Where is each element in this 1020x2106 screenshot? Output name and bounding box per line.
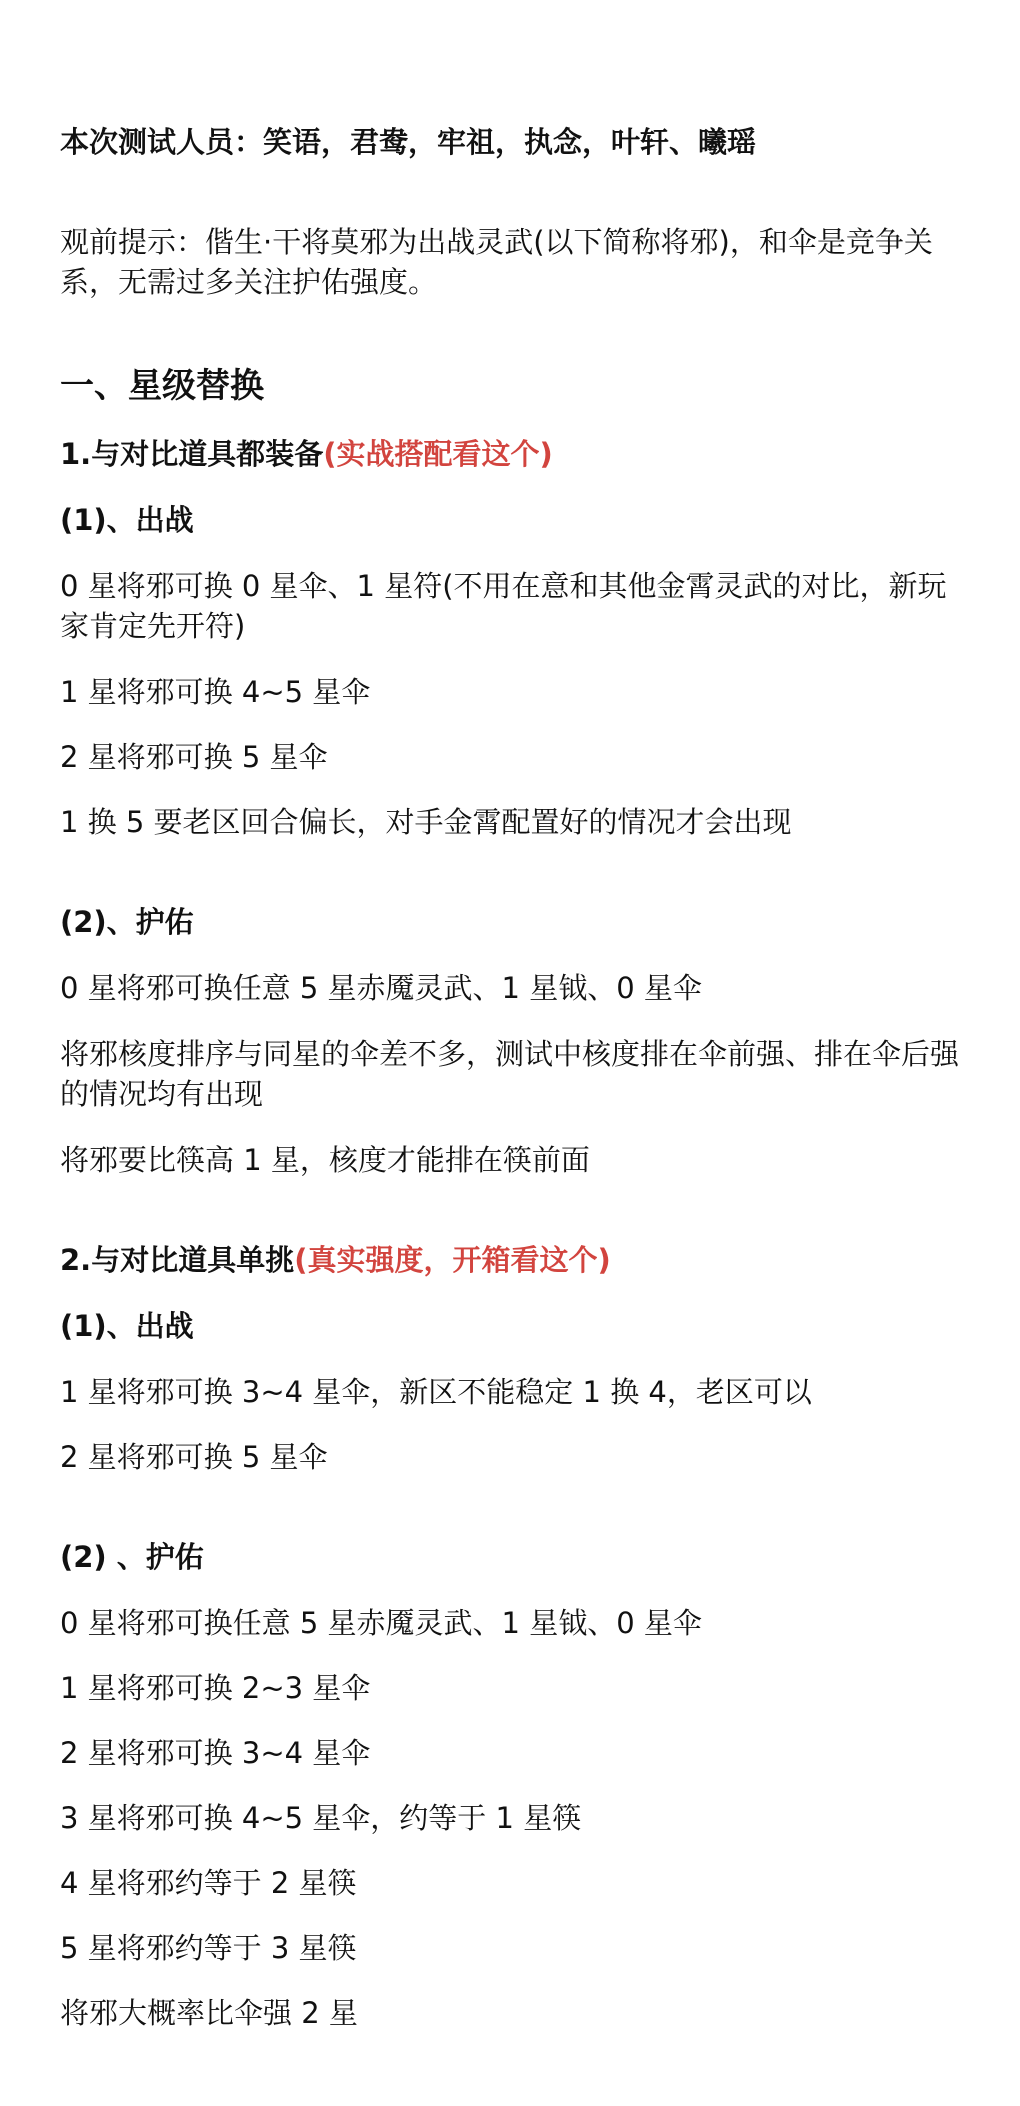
part1-battle-line-3: 2 星将邪可换 5 星伞 bbox=[60, 740, 328, 774]
part1-battle-line-4: 1 换 5 要老区回合偏长，对手金霄配置好的情况才会出现 bbox=[60, 805, 792, 839]
part2-protect-line-1: 0 星将邪可换任意 5 星赤魇灵武、1 星钺、0 星伞 bbox=[60, 1606, 702, 1640]
part2-protect-line-4: 3 星将邪可换 4~5 星伞，约等于 1 星筷 bbox=[60, 1801, 582, 1835]
part1-title: 1.与对比道具都装备 bbox=[60, 437, 324, 471]
part1-highlight: (实战搭配看这个) bbox=[323, 437, 553, 471]
part2-battle-line-2: 2 星将邪可换 5 星伞 bbox=[60, 1440, 328, 1474]
section-title: 一、星级替换 bbox=[60, 366, 264, 406]
part2-highlight: (真实强度，开箱看这个) bbox=[294, 1243, 611, 1277]
part2-protect-line-3: 2 星将邪可换 3~4 星伞 bbox=[60, 1736, 371, 1770]
part2-battle-title: (1)、出战 bbox=[60, 1309, 194, 1343]
part2-title: 2.与对比道具单挑 bbox=[60, 1243, 295, 1277]
part1-protect-line-2: 将邪核度排序与同星的伞差不多，测试中核度排在伞前强、排在伞后强的情况均有出现 bbox=[60, 1037, 960, 1111]
part2-protect-line-2: 1 星将邪可换 2~3 星伞 bbox=[60, 1671, 371, 1705]
viewing-notice: 观前提示：偕生·干将莫邪为出战灵武(以下简称将邪)，和伞是竞争关系，无需过多关注护佑强度。 bbox=[60, 225, 933, 299]
part2-heading bbox=[60, 1240, 960, 1280]
part1-protect-line-1: 0 星将邪可换任意 5 星赤魇灵武、1 星钺、0 星伞 bbox=[60, 971, 702, 1005]
part2-protect-line-5: 4 星将邪约等于 2 星筷 bbox=[60, 1866, 357, 1900]
part1-heading bbox=[60, 434, 960, 474]
part1-battle-line-1: 0 星将邪可换 0 星伞、1 星符(不用在意和其他金霄灵武的对比，新玩家肯定先开符) bbox=[60, 569, 947, 643]
part1-protect-line-3: 将邪要比筷高 1 星，核度才能排在筷前面 bbox=[60, 1143, 590, 1177]
part2-battle-line-1: 1 星将邪可换 3~4 星伞，新区不能稳定 1 换 4，老区可以 bbox=[60, 1375, 812, 1409]
part2-protect-title: (2) 、护佑 bbox=[60, 1540, 204, 1574]
part1-battle-line-2: 1 星将邪可换 4~5 星伞 bbox=[60, 675, 371, 709]
part1-protect-title: (2)、护佑 bbox=[60, 905, 194, 939]
part2-protect-line-7: 将邪大概率比伞强 2 星 bbox=[60, 1996, 358, 2030]
testers-line: 本次测试人员：笑语，君鸯，牢祖，执念，叶轩、曦瑶 bbox=[60, 125, 757, 159]
part1-battle-title: (1)、出战 bbox=[60, 503, 194, 537]
part2-protect-line-6: 5 星将邪约等于 3 星筷 bbox=[60, 1931, 357, 1965]
